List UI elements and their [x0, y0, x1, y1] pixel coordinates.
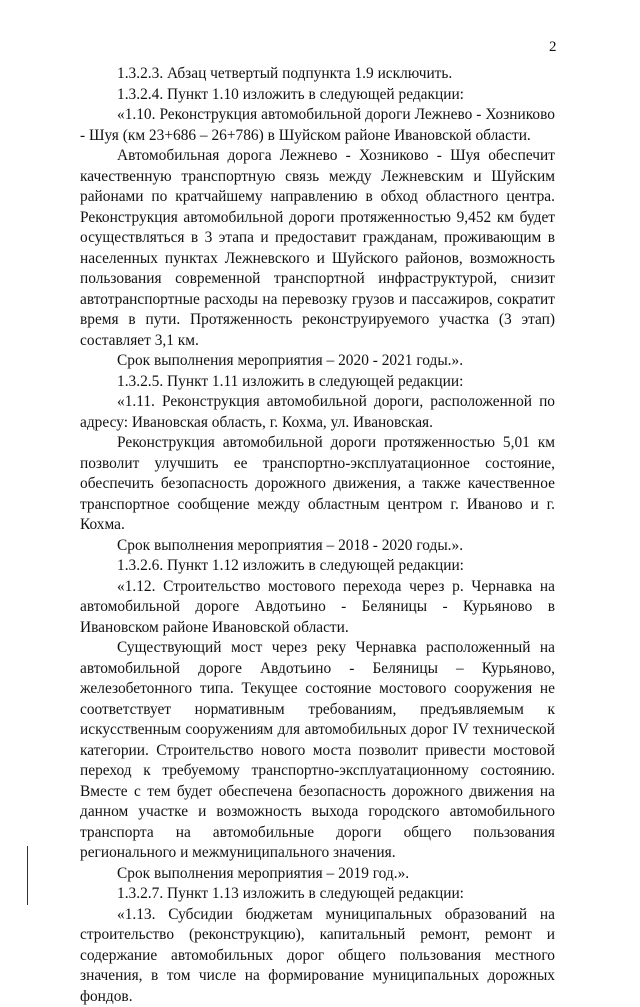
paragraph-item-1-13-title: «1.13. Субсидии бюджетам муниципальных образований на строительство (реконструкцию), капитальный ремонт, ремонт и содержание автомобильных дорог общего пользования местного значения, в том числе на формирование муниципальных дорожных фондов. [80, 905, 555, 1007]
paragraph-item-1-11-deadline: Срок выполнения мероприятия – 2018 - 2020 годы.». [80, 536, 555, 557]
paragraph-item-1-11-description: Реконструкция автомобильной дороги протяженностью 5,01 км позволит улучшить ее транспортно-эксплуатационное состояние, обеспечить безопасность дорожного движения, а также качественное транспортное сообщение между областным центром г. Иваново и г. Кохма. [80, 433, 555, 536]
page-number: 2 [549, 38, 557, 56]
paragraph-item-1-10-deadline: Срок выполнения мероприятия – 2020 - 2021 годы.». [80, 351, 555, 372]
paragraph-item-1-10-description: Автомобильная дорога Лежнево - Хозниково - Шуя обеспечит качественную транспортную связь между Лежневским и Шуйским районами по кратчайшему направлению в обход областного центра. Реконструкция автомобильной дороги протяженностью 9,452 км будет осуществляться в 3 этапа и предоставит гражданам, проживающим в населенных пунктах Лежневского и Шуйского районов, возможность пользования современной транспортной инфраструктурой, снизит автотранспортные расходы на перевозку грузов и пассажиров, сократит время в пути. Протяженность реконструируемого участка (3 этап) составляет 3,1 км. [80, 146, 555, 351]
paragraph-1-3-2-6: 1.3.2.6. Пункт 1.12 изложить в следующей редакции: [80, 556, 555, 577]
paragraph-item-1-12-description: Существующий мост через реку Чернавка расположенный на автомобильной дороге Авдотьино - Беляницы – Курьяново, железобетонного типа. Текущее состояние мостового сооружения не соответствует нормативным требованиям, предъявляемым к искусственным сооружениям для автомобильных дорог IV технической категории. Строительство нового моста позволит привести мостовой переход к требуемому транспортно-эксплуатационному состоянию. Вместе с тем будет обеспечена безопасность дорожного движения на данном участке и возможность выхода городского автомобильного транспорта на автомобильные дороги общего пользования регионального и межмуниципального значения. [80, 638, 555, 864]
paragraph-item-1-11-title: «1.11. Реконструкция автомобильной дороги, расположенной по адресу: Ивановская область, г. Кохма, ул. Ивановская. [80, 392, 555, 433]
document-body [80, 64, 555, 1007]
paragraph-item-1-10-title: «1.10. Реконструкция автомобильной дороги Лежнево - Хозниково - Шуя (км 23+686 – 26+786) в Шуйском районе Ивановской области. [80, 105, 555, 146]
paragraph-item-1-12-deadline: Срок выполнения мероприятия – 2019 год.». [80, 864, 555, 885]
paragraph-1-3-2-5: 1.3.2.5. Пункт 1.11 изложить в следующей редакции: [80, 372, 555, 393]
paragraph-1-3-2-3: 1.3.2.3. Абзац четвертый подпункта 1.9 исключить. [80, 64, 555, 85]
margin-scan-line [27, 846, 28, 905]
paragraph-item-1-12-title: «1.12. Строительство мостового перехода через р. Чернавка на автомобильной дороге Авдотьино - Беляницы - Курьяново в Ивановском районе Ивановской области. [80, 577, 555, 639]
paragraph-1-3-2-7: 1.3.2.7. Пункт 1.13 изложить в следующей редакции: [80, 884, 555, 905]
paragraph-1-3-2-4: 1.3.2.4. Пункт 1.10 изложить в следующей редакции: [80, 85, 555, 106]
